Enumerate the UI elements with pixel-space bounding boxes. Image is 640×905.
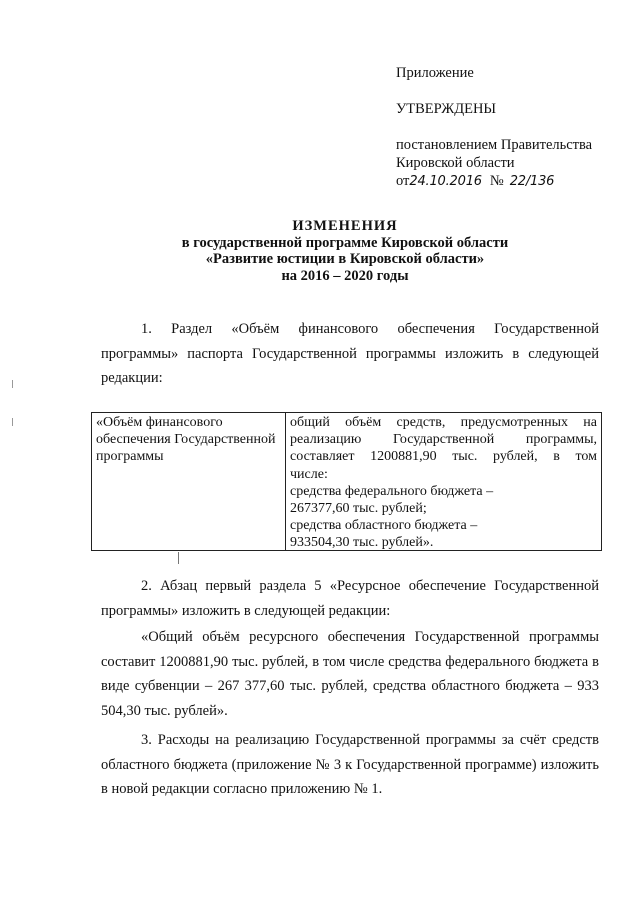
paragraph-2-text: 2. Абзац первый раздела 5 «Ресурсное обеспечение Государственной программы» изложить в следующей редакции: (101, 578, 599, 619)
approved-label: УТВЕРЖДЕНЫ (396, 101, 497, 117)
handwritten-date: 24.10.2016 (409, 174, 482, 189)
table-right-line: средства областного бюджета – (290, 518, 478, 534)
date-number-line (396, 172, 626, 191)
financing-table (91, 412, 602, 551)
paragraph-4-text: 3. Расходы на реализацию Государственной программы за счёт средств областного бюджета (приложение № 3 к Государственной программе) изложить в новой редакции согласно приложению № 1. (101, 732, 599, 797)
table-right-line: 933504,30 тыс. рублей». (290, 535, 434, 551)
table-right-line: числе: (290, 466, 328, 482)
scan-edge-mark (12, 380, 13, 388)
scan-artifact-line (178, 552, 179, 564)
date-prefix: от (396, 173, 410, 189)
scan-edge-mark (12, 418, 13, 426)
paragraph-3-text: «Общий объём ресурсного обеспечения Государственной программы составит 1200881,90 тыс. рублей, в том числе средства федерального бюджета в виде субвенции – 267 377,60 тыс. рублей, средства областного бюджета – 933 504,30 тыс. рублей». (101, 629, 599, 719)
table-right-line: составляет 1200881,90 тыс. рублей, в том (290, 449, 597, 465)
paragraph-1-text: 1. Раздел «Объём финансового обеспечения Государственной программы» паспорта Государственной программы изложить в следующей редакции: (101, 321, 599, 386)
title-line-1: ИЗМЕНЕНИЯ (292, 218, 398, 234)
decree-line-1: постановлением Правительства (396, 137, 593, 153)
table-left-cell: «Объём финансового обеспечения Государственной программы (92, 413, 286, 550)
paragraph-1 (101, 317, 599, 391)
title-line-3: «Развитие юстиции в Кировской области» (205, 251, 485, 267)
decree-line-2: Кировской области (396, 155, 515, 171)
approval-block (396, 64, 626, 191)
title-line-4: на 2016 – 2020 годы (281, 267, 409, 284)
appendix-label: Приложение (396, 65, 474, 81)
table-right-line: общий объём средств, предусмотренных на (290, 415, 597, 430)
table-right-line: 267377,60 тыс. рублей; (290, 501, 427, 517)
document-title (100, 218, 590, 284)
handwritten-number: 22/136 (509, 174, 555, 189)
paragraph-2 (101, 574, 599, 623)
table-right-line: средства федерального бюджета – (290, 483, 494, 499)
table-right-line: реализацию Государственной программы, (290, 432, 597, 448)
title-line-2: в государственной программе Кировской области (181, 234, 509, 251)
number-sign: № (489, 173, 504, 189)
table-right-cell (286, 413, 601, 550)
paragraph-4 (101, 728, 599, 802)
paragraph-3 (101, 625, 599, 723)
